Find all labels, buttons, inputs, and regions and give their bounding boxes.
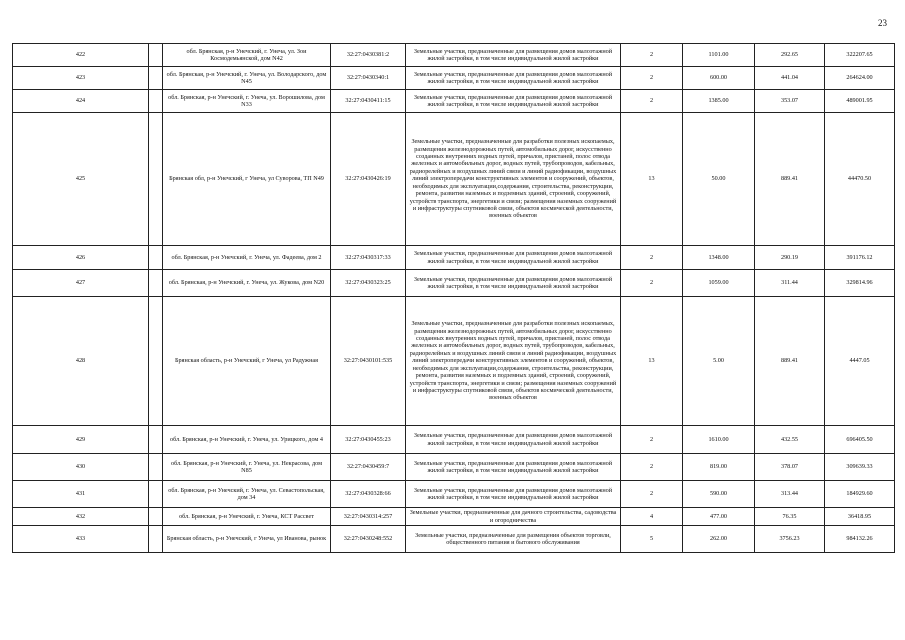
specific-value-cell: 441.04 xyxy=(755,67,825,90)
spacer-cell xyxy=(149,270,163,297)
cadastral-number-cell: 32:27:0430314:257 xyxy=(331,508,406,526)
cadastral-number-cell: 32:27:0430340:1 xyxy=(331,67,406,90)
use-group-cell: 4 xyxy=(621,508,683,526)
address-cell: обл. Брянская, р-н Унечский, г. Унеча, ул. Ворошилова, дом N33 xyxy=(163,90,331,113)
area-cell: 1385.00 xyxy=(683,90,755,113)
spacer-cell xyxy=(149,454,163,481)
land-use-cell: Земельные участки, предназначенные для размещения домов малоэтажной жилой застройки, в том числе индивидуальной жилой застройки xyxy=(406,67,621,90)
specific-value-cell: 378.07 xyxy=(755,454,825,481)
cadastral-number-cell: 32:27:0430459:7 xyxy=(331,454,406,481)
address-cell: обл. Брянская, р-н Унечский, г. Унеча, ул. Некрасова, дом N85 xyxy=(163,454,331,481)
row-number: 426 xyxy=(13,246,149,270)
use-group-cell: 2 xyxy=(621,246,683,270)
area-cell: 1610.00 xyxy=(683,426,755,454)
cadastral-number-cell: 32:27:0430455:23 xyxy=(331,426,406,454)
row-number: 430 xyxy=(13,454,149,481)
area-cell: 1101.00 xyxy=(683,44,755,67)
table-row xyxy=(13,113,895,246)
cadastral-number-cell: 32:27:0430101:535 xyxy=(331,297,406,426)
table-row xyxy=(13,454,895,481)
area-cell: 1348.00 xyxy=(683,246,755,270)
row-number: 432 xyxy=(13,508,149,526)
cadastral-value-table xyxy=(12,43,895,553)
area-cell: 50.00 xyxy=(683,113,755,246)
use-group-cell: 5 xyxy=(621,526,683,553)
use-group-cell: 2 xyxy=(621,270,683,297)
row-number: 428 xyxy=(13,297,149,426)
cadastral-value-cell: 4447.05 xyxy=(825,297,895,426)
land-use-cell: Земельные участки, предназначенные для размещения домов малоэтажной жилой застройки, в том числе индивидуальной жилой застройки xyxy=(406,90,621,113)
land-use-cell: Земельные участки, предназначенные для дачного строительства, садоводства и огородничества xyxy=(406,508,621,526)
spacer-cell xyxy=(149,246,163,270)
row-number: 425 xyxy=(13,113,149,246)
table-row xyxy=(13,44,895,67)
cadastral-number-cell: 32:27:0430411:15 xyxy=(331,90,406,113)
row-number: 427 xyxy=(13,270,149,297)
table-row xyxy=(13,67,895,90)
address-cell: обл. Брянская, р-н Унечский, г. Унеча, ул. Зои Космодемьянской, дом N42 xyxy=(163,44,331,67)
table-row xyxy=(13,297,895,426)
spacer-cell xyxy=(149,508,163,526)
address-cell: обл. Брянская, р-н Унечский, г. Унеча, ул. Жукова, дом N20 xyxy=(163,270,331,297)
land-use-cell: Земельные участки, предназначенные для размещения объектов торговли, общественного питания и бытового обслуживания xyxy=(406,526,621,553)
area-cell: 1059.00 xyxy=(683,270,755,297)
address-cell: Брянская область, р-н Унечский, г Унеча, ул Иванова, рынок xyxy=(163,526,331,553)
specific-value-cell: 889.41 xyxy=(755,113,825,246)
specific-value-cell: 290.19 xyxy=(755,246,825,270)
cadastral-value-cell: 309639.33 xyxy=(825,454,895,481)
area-cell: 819.00 xyxy=(683,454,755,481)
land-use-cell: Земельные участки, предназначенные для размещения домов малоэтажной жилой застройки, в том числе индивидуальной жилой застройки xyxy=(406,44,621,67)
cadastral-value-cell: 264624.00 xyxy=(825,67,895,90)
spacer-cell xyxy=(149,526,163,553)
address-cell: Брянская обл, р-н Унечский, г Унеча, ул Суворова, ТП N49 xyxy=(163,113,331,246)
address-cell: обл. Брянская, р-н Унечский, г. Унеча, КСТ Рассвет xyxy=(163,508,331,526)
table-row xyxy=(13,270,895,297)
spacer-cell xyxy=(149,67,163,90)
table-row xyxy=(13,508,895,526)
use-group-cell: 2 xyxy=(621,44,683,67)
specific-value-cell: 3756.23 xyxy=(755,526,825,553)
specific-value-cell: 311.44 xyxy=(755,270,825,297)
area-cell: 477.00 xyxy=(683,508,755,526)
use-group-cell: 13 xyxy=(621,113,683,246)
cadastral-value-cell: 489001.95 xyxy=(825,90,895,113)
area-cell: 262.00 xyxy=(683,526,755,553)
cadastral-value-cell: 44470.50 xyxy=(825,113,895,246)
land-use-cell: Земельные участки, предназначенные для размещения домов малоэтажной жилой застройки, в том числе индивидуальной жилой застройки xyxy=(406,246,621,270)
specific-value-cell: 76.35 xyxy=(755,508,825,526)
cadastral-value-cell: 184929.60 xyxy=(825,481,895,508)
use-group-cell: 2 xyxy=(621,454,683,481)
use-group-cell: 2 xyxy=(621,67,683,90)
specific-value-cell: 292.65 xyxy=(755,44,825,67)
cadastral-number-cell: 32:27:0430381:2 xyxy=(331,44,406,67)
cadastral-number-cell: 32:27:0430323:25 xyxy=(331,270,406,297)
spacer-cell xyxy=(149,44,163,67)
specific-value-cell: 432.55 xyxy=(755,426,825,454)
cadastral-value-cell: 391176.12 xyxy=(825,246,895,270)
land-use-cell: Земельные участки, предназначенные для размещения домов малоэтажной жилой застройки, в том числе индивидуальной жилой застройки xyxy=(406,454,621,481)
cadastral-value-cell: 984132.26 xyxy=(825,526,895,553)
cadastral-value-cell: 329814.96 xyxy=(825,270,895,297)
cadastral-number-cell: 32:27:0430317:33 xyxy=(331,246,406,270)
land-use-cell: Земельные участки, предназначенные для размещения домов малоэтажной жилой застройки, в том числе индивидуальной жилой застройки xyxy=(406,481,621,508)
row-number: 433 xyxy=(13,526,149,553)
use-group-cell: 2 xyxy=(621,426,683,454)
table-row xyxy=(13,246,895,270)
row-number: 429 xyxy=(13,426,149,454)
cadastral-value-cell: 696405.50 xyxy=(825,426,895,454)
row-number: 423 xyxy=(13,67,149,90)
spacer-cell xyxy=(149,113,163,246)
spacer-cell xyxy=(149,90,163,113)
use-group-cell: 13 xyxy=(621,297,683,426)
table-row xyxy=(13,481,895,508)
row-number: 424 xyxy=(13,90,149,113)
use-group-cell: 2 xyxy=(621,481,683,508)
cadastral-number-cell: 32:27:0430426:19 xyxy=(331,113,406,246)
row-number: 422 xyxy=(13,44,149,67)
table-row xyxy=(13,90,895,113)
address-cell: обл. Брянская, р-н Унечский, г. Унеча, ул. Фадеева, дом 2 xyxy=(163,246,331,270)
cadastral-value-cell: 322207.65 xyxy=(825,44,895,67)
area-cell: 5.00 xyxy=(683,297,755,426)
land-use-cell: Земельные участки, предназначенные для размещения домов малоэтажной жилой застройки, в том числе индивидуальной жилой застройки xyxy=(406,270,621,297)
spacer-cell xyxy=(149,481,163,508)
address-cell: Брянская область, р-н Унечский, г Унеча, ул Радужная xyxy=(163,297,331,426)
page-number: 23 xyxy=(878,18,887,28)
address-cell: обл. Брянская, р-н Унечский, г. Унеча, ул. Севастопольская, дом 34 xyxy=(163,481,331,508)
cadastral-value-cell: 36418.95 xyxy=(825,508,895,526)
cadastral-number-cell: 32:27:0430328:66 xyxy=(331,481,406,508)
land-use-cell: Земельные участки, предназначенные для разработки полезных ископаемых, размещения железнодорожных путей, автомобильных дорог, искусственно созданных внутренних водных путей, причалов, пристаней, полос отвода железных и автомобильных дорог, водных путей, трубопроводов, кабельных, радиорелейных и воздушных линий связи и линий радиофикации, воздушных линий электропередачи конструктивных элементов и сооружений, объектов, необходимых для эксплуатации,содержания, строительства, реконструкции, ремонта, развития наземных и подземных зданий, строений, сооружений, устройств транспорта, энергетики и связи; размещения наземных сооружений и инфраструктуры спутниковой связи, объектов космической деятельности, военных объектов xyxy=(406,113,621,246)
land-use-cell: Земельные участки, предназначенные для разработки полезных ископаемых, размещения железнодорожных путей, автомобильных дорог, искусственно созданных внутренних водных путей, причалов, пристаней, полос отвода железных и автомобильных дорог, водных путей, трубопроводов, кабельных, радиорелейных и воздушных линий связи и линий радиофикации, воздушных линий электропередачи конструктивных элементов и сооружений, объектов, необходимых для эксплуатации,содержания, строительства, реконструкции, ремонта, развития наземных и подземных зданий, строений, сооружений, устройств транспорта, энергетики и связи; размещения наземных сооружений и инфраструктуры спутниковой связи, объектов космической деятельности, военных объектов xyxy=(406,297,621,426)
cadastral-number-cell: 32:27:0430248:552 xyxy=(331,526,406,553)
address-cell: обл. Брянская, р-н Унечский, г. Унеча, ул. Володарского, дом N45 xyxy=(163,67,331,90)
area-cell: 600.00 xyxy=(683,67,755,90)
address-cell: обл. Брянская, р-н Унечский, г. Унеча, ул. Урицкого, дом 4 xyxy=(163,426,331,454)
land-use-cell: Земельные участки, предназначенные для размещения домов малоэтажной жилой застройки, в том числе индивидуальной жилой застройки xyxy=(406,426,621,454)
specific-value-cell: 313.44 xyxy=(755,481,825,508)
table-row xyxy=(13,426,895,454)
spacer-cell xyxy=(149,426,163,454)
specific-value-cell: 889.41 xyxy=(755,297,825,426)
use-group-cell: 2 xyxy=(621,90,683,113)
specific-value-cell: 353.07 xyxy=(755,90,825,113)
row-number: 431 xyxy=(13,481,149,508)
spacer-cell xyxy=(149,297,163,426)
area-cell: 590.00 xyxy=(683,481,755,508)
table-row xyxy=(13,526,895,553)
